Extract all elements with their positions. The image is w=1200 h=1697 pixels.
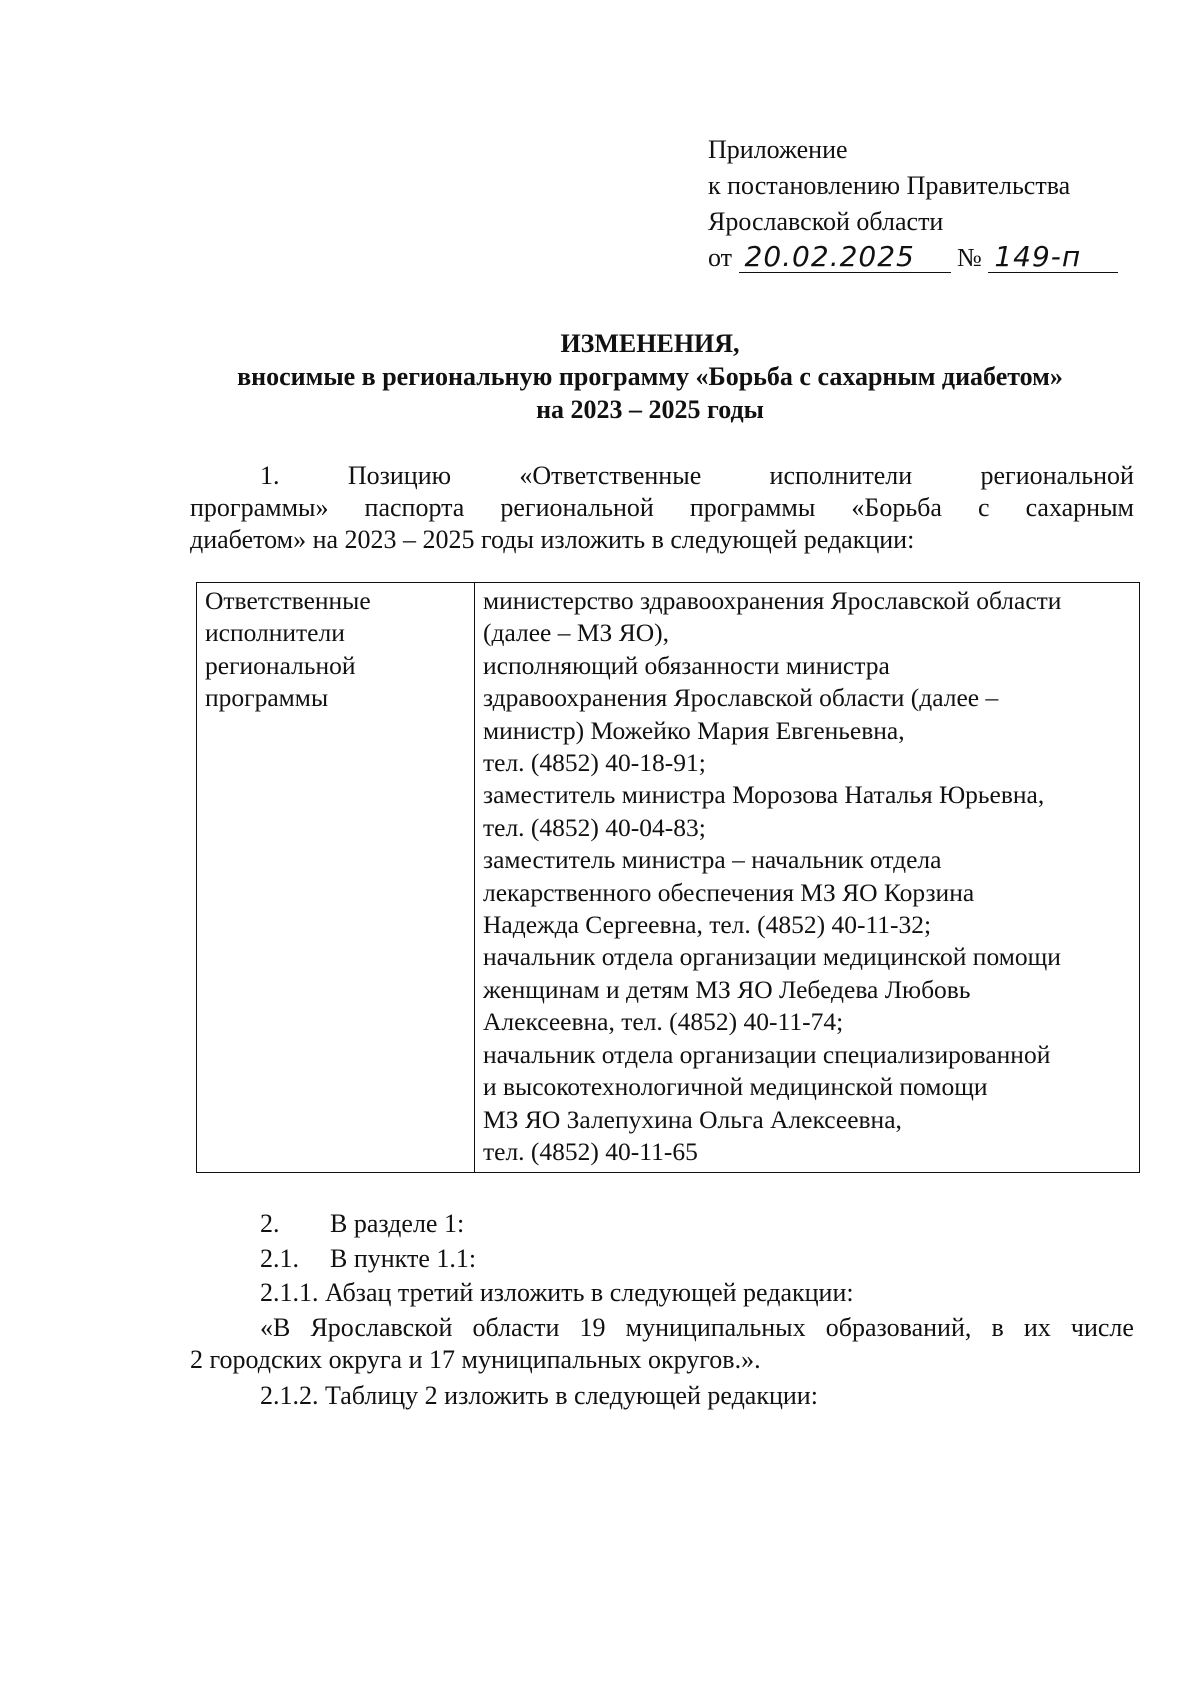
content-line: здравоохранения Ярославской области (далее –: [483, 683, 999, 713]
item-2-1-text: В пункте 1.1:: [330, 1244, 477, 1273]
word: исполнители: [769, 461, 913, 490]
word: с: [977, 493, 990, 522]
content-line: заместитель министра – начальник отдела: [483, 845, 942, 875]
content-line: тел. (4852) 40-18-91;: [483, 748, 706, 778]
handwritten-date: 20.02.2025: [739, 242, 951, 273]
content-line: Надежда Сергеевна, тел. (4852) 40-11-32;: [483, 910, 932, 940]
responsible-executors-table: [196, 582, 1140, 1173]
paragraph-1: [190, 460, 1134, 556]
table-cell-label: [197, 583, 475, 1173]
content-line: министерство здравоохранения Ярославской области: [483, 586, 1062, 615]
content-line: заместитель министра Морозова Наталья Юрьевна,: [483, 780, 1045, 810]
word: в: [991, 1313, 1004, 1342]
item-2-1-number: 2.1.: [260, 1244, 299, 1273]
word: программы: [689, 493, 816, 522]
content-line: Алексеевна, тел. (4852) 40-11-74;: [483, 1007, 844, 1037]
item-2-1: [190, 1243, 1200, 1275]
content-line: министр) Можейко Мария Евгеньевна,: [483, 715, 905, 745]
word: Ярославской: [310, 1313, 453, 1342]
appendix-block: [708, 132, 1118, 276]
content-line: лекарственного обеспечения МЗ ЯО Корзина: [483, 877, 975, 907]
appendix-line-decree: к постановлению Правительства: [708, 171, 1071, 200]
label-line: региональной: [205, 650, 356, 680]
word: сахарным: [1025, 493, 1134, 522]
word: региональной: [980, 461, 1134, 490]
word: муниципальных: [625, 1313, 806, 1342]
item-2-number: 2.: [260, 1209, 280, 1238]
document-title: [150, 327, 1150, 426]
table-row: [197, 583, 1140, 1173]
title-line-1: ИЗМЕНЕНИЯ,: [560, 329, 740, 358]
quoted-paragraph: [190, 1312, 1134, 1376]
content-line: тел. (4852) 40-11-65: [483, 1136, 698, 1166]
word: области: [472, 1313, 560, 1342]
title-line-2: вносимые в региональную программу «Борьба с сахарным диабетом»: [237, 362, 1063, 391]
content-line: начальник отдела организации специализированной: [483, 1039, 1051, 1069]
item-2-text: В разделе 1:: [330, 1209, 465, 1238]
word: «В: [260, 1313, 291, 1342]
word: 19: [579, 1313, 606, 1342]
content-line: (далее – МЗ ЯО),: [483, 618, 669, 648]
appendix-title: Приложение: [708, 135, 848, 164]
label-line: программы: [205, 683, 329, 713]
word: паспорта: [364, 493, 465, 522]
content-line: женщинам и детям МЗ ЯО Лебедева Любовь: [483, 974, 971, 1004]
word: Позицию: [347, 461, 452, 490]
item-2-1-2: 2.1.2. Таблицу 2 изложить в следующей редакции:: [260, 1381, 818, 1410]
table-cell-content: [475, 583, 1140, 1173]
word: числе: [1070, 1313, 1134, 1342]
word: их: [1023, 1313, 1051, 1342]
appendix-line-region: Ярославской области: [708, 207, 944, 236]
content-line: и высокотехнологичной медицинской помощи: [483, 1072, 988, 1102]
word: «Борьба: [851, 493, 942, 522]
label-line: исполнители: [205, 618, 345, 648]
content-line: тел. (4852) 40-04-83;: [483, 812, 706, 842]
paragraph-1-row-3: диабетом» на 2023 – 2025 годы изложить в следующей редакции:: [190, 525, 915, 554]
item-2: [190, 1208, 1200, 1240]
word: образований,: [825, 1313, 972, 1342]
paragraph-1-row-2: [190, 492, 1134, 524]
content-line: начальник отдела организации медицинской помощи: [483, 942, 1061, 972]
content-line: исполняющий обязанности министра: [483, 650, 890, 680]
handwritten-number: 149-п: [988, 242, 1118, 273]
quoted-paragraph-row-2: 2 городских округа и 17 муниципальных округов.».: [190, 1345, 761, 1374]
word: региональной: [500, 493, 654, 522]
word: программы»: [190, 493, 329, 522]
number-prefix: №: [957, 243, 982, 272]
label-line: Ответственные: [205, 586, 371, 615]
item-2-1-1: 2.1.1. Абзац третий изложить в следующей редакции:: [260, 1278, 854, 1307]
content-line: МЗ ЯО Залепухина Ольга Алексеевна,: [483, 1104, 902, 1134]
date-prefix: от: [708, 243, 733, 272]
appendix-date-line: [708, 240, 1118, 276]
paragraph-1-row-1: [190, 460, 1134, 492]
title-line-3: на 2023 – 2025 годы: [536, 395, 764, 424]
paragraph-1-number: 1.: [260, 461, 280, 490]
word: «Ответственные: [519, 461, 702, 490]
quoted-paragraph-row-1: [190, 1312, 1134, 1344]
